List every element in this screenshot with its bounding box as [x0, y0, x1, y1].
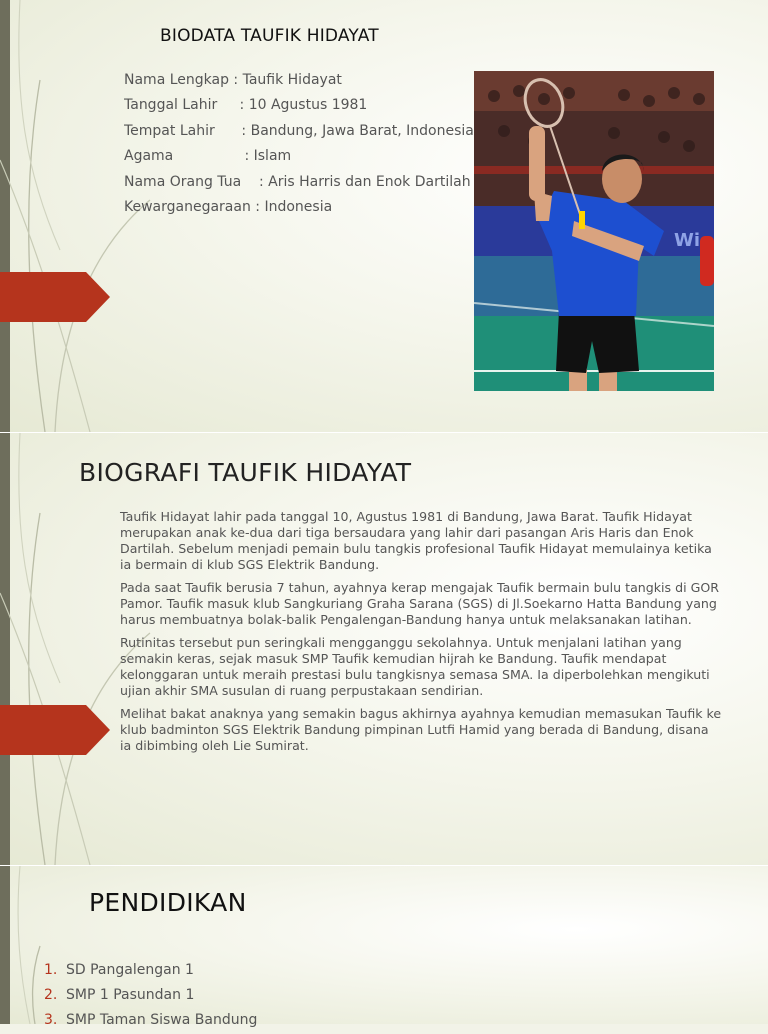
biography-paragraph: Rutinitas tersebut pun seringkali mengganggu sekolahnya. Untuk menjalani latihan yang semakin keras, sejak masuk SMP Taufik kemudian hijrah ke Bandung. Taufik mendapat kelonggaran untuk meraih prestasi bulu tangkisnya semasa SMA. Ia diperbolehkan mengikuti ujian akhir SMA susulan di ruang perpustakaan sendirian.	[120, 635, 710, 698]
biography-paragraph: Taufik Hidayat lahir pada tanggal 10, Agustus 1981 di Bandung, Jawa Barat. Taufik Hidayat merupakan anak ke-dua dari tiga bersaudara yang lahir dari pasangan Aris Haris dan Enok Dartilah. Sebelum menjadi pemain bulu tangkis profesional Taufik Hidayat memulainya ketika ia bermain di klub SGS Elektrik Bandung.	[120, 509, 712, 572]
biography-paragraph: Pada saat Taufik berusia 7 tahun, ayahnya kerap mengajak Taufik bermain bulu tangkis di GOR Pamor. Taufik masuk klub Sangkuriang Graha Sarana (SGS) di Jl.Soekarno Hatta Bandung yang harus membuatnya bolak-balik Pengalengan-Bandung hanya untuk melaksanakan latihan.	[120, 580, 720, 627]
biodata-row-name: Nama Lengkap : Taufik Hidayat	[124, 72, 342, 88]
biodata-list	[124, 70, 474, 222]
slide-title: PENDIDIKAN	[89, 888, 247, 917]
list-item: 1. SD Pangalengan 1	[44, 962, 194, 978]
biodata-row-citizenship: Kewarganegaraan : Indonesia	[124, 198, 333, 215]
slide-title: BIODATA TAUFIK HIDAYAT	[160, 26, 379, 46]
biography-text	[120, 509, 722, 761]
svg-text:Wi: Wi	[674, 230, 701, 251]
biodata-row-religion: Agama : Islam	[124, 148, 292, 165]
list-item: 3. SMP Taman Siswa Bandung	[44, 1012, 258, 1028]
slide-biodata	[0, 0, 768, 432]
slide-title: BIOGRAFI TAUFIK HIDAYAT	[79, 458, 412, 487]
biography-paragraph: Melihat bakat anaknya yang semakin bagus akhirnya ayahnya kemudian memasukan Taufik ke klub badminton SGS Elektrik Bandung pimpinan Lutfi Hamid yang berada di Bandung, disana ia dibimbing oleh Lie Sumirat.	[120, 706, 722, 753]
player-photo	[474, 71, 714, 391]
biodata-row-parents: Nama Orang Tua : Aris Harris dan Enok Dartilah	[124, 173, 471, 190]
biodata-row-birthdate: Tanggal Lahir : 10 Agustus 1981	[124, 97, 368, 114]
biodata-row-birthplace: Tempat Lahir : Bandung, Jawa Barat, Indonesia	[124, 122, 474, 139]
list-item: 2. SMP 1 Pasundan 1	[44, 987, 195, 1003]
education-list	[44, 959, 257, 1034]
